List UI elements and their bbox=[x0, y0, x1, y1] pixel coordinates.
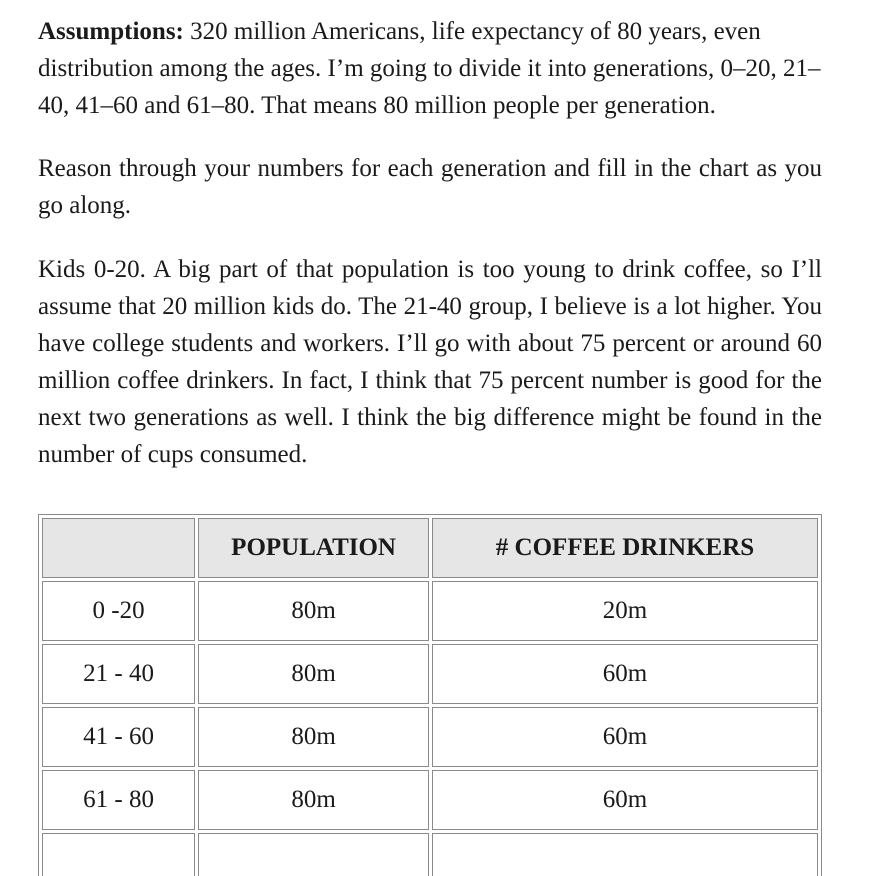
population-cell: 80m bbox=[198, 644, 429, 704]
assumptions-paragraph bbox=[38, 13, 822, 124]
header-cell-drinkers: # COFFEE DRINKERS bbox=[432, 518, 818, 578]
age-cell: 61 - 80 bbox=[42, 770, 195, 830]
drinkers-cell: 20m bbox=[432, 581, 818, 641]
coffee-drinkers-table bbox=[38, 514, 822, 876]
assumptions-text: 320 million Americans, life expectancy of 80 years, even distribution among the ages. I’m going to divide it into generations, 0–20, 21–40, 41–60 and 61–80. That means 80 million people per generation. bbox=[38, 18, 821, 119]
drinkers-cell: 60m bbox=[432, 707, 818, 767]
drinkers-cell: 60m bbox=[432, 770, 818, 830]
drinkers-cell: 60m bbox=[432, 644, 818, 704]
population-cell: 80m bbox=[198, 707, 429, 767]
table-row-empty bbox=[42, 833, 818, 876]
age-cell: 0 -20 bbox=[42, 581, 195, 641]
table-row bbox=[42, 770, 818, 830]
age-cell: 41 - 60 bbox=[42, 707, 195, 767]
table-row bbox=[42, 707, 818, 767]
reasoning-paragraph: Kids 0-20. A big part of that population is too young to drink coffee, so I’ll assume that 20 million kids do. The 21-40 group, I believe is a lot higher. You have college students and workers. I’ll go with about 75 percent or around 60 million coffee drinkers. In fact, I think that 75 percent number is good for the next two generations as well. I think the big difference might be found in the number of cups consumed. bbox=[38, 256, 822, 468]
age-cell: 21 - 40 bbox=[42, 644, 195, 704]
table-row bbox=[42, 644, 818, 704]
table-row bbox=[42, 581, 818, 641]
assumptions-label: Assumptions: bbox=[38, 18, 184, 45]
population-cell: 80m bbox=[198, 581, 429, 641]
header-cell-population: POPULATION bbox=[198, 518, 429, 578]
header-cell-age bbox=[42, 518, 195, 578]
population-cell: 80m bbox=[198, 770, 429, 830]
table-header-row bbox=[42, 518, 818, 578]
population-cell bbox=[198, 833, 429, 876]
drinkers-cell bbox=[432, 833, 818, 876]
coffee-chart-container bbox=[38, 514, 822, 876]
instruction-paragraph: Reason through your numbers for each generation and fill in the chart as you go along. bbox=[38, 155, 822, 219]
age-cell bbox=[42, 833, 195, 876]
